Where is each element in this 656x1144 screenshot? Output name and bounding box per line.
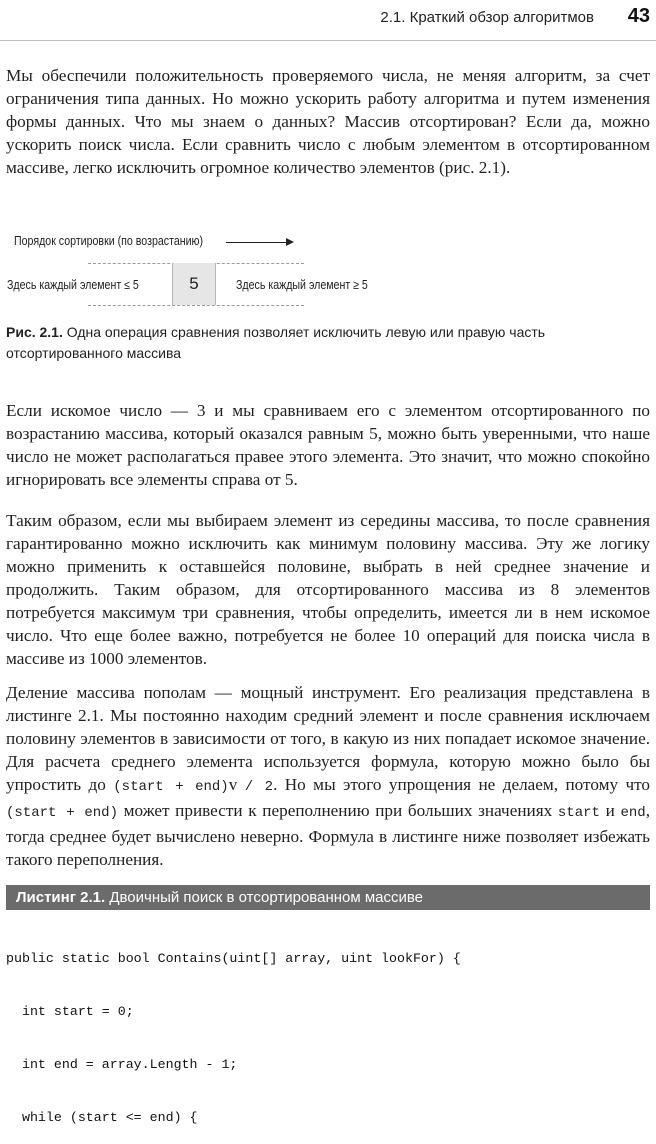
figure-caption	[6, 322, 566, 364]
paragraph-3: Таким образом, если мы выбираем элемент из середины массива, то после сравнения гарантированно можно исключить как минимум половину массива. Эту же логику можно применить к оставшейся половине, выбрать в ней среднее значение и продолжить. Таким образом, для отсортированного массива из 8 элементов потребуется максимум три сравнения, чтобы определить, имеется ли в нем искомое число. Что еще более важно, потребуется не более 10 операций для поиска числа в массиве из 1000 элементов.	[6, 511, 650, 668]
listing-label: Листинг 2.1.	[16, 889, 106, 906]
sort-order-label: Порядок сортировки (по возрастанию)	[14, 234, 204, 248]
code-inline: (start + end)	[6, 805, 118, 821]
text-run: и	[599, 801, 621, 820]
caption-label: Рис. 2.1.	[6, 324, 63, 340]
page-number: 43	[627, 5, 650, 27]
code-inline: end	[620, 805, 646, 821]
listing-title-bar	[6, 885, 650, 910]
arrow-right-icon	[226, 242, 292, 243]
text-run: Деление массива пополам — мощный инструмент. Его реализация представлена в листинге 2.1. Мы постоянно находим средний элемент и после сравнения исключаем половину элементов в зависимости от того, в какую из них попадает искомое значение. Для расчета среднего элемента используется формула, которую можно было бы упростить до	[6, 683, 650, 794]
code-inline: / 2	[244, 779, 274, 795]
caption-text: Одна операция сравнения позволяет исключить левую или правую часть отсортированного массива	[6, 324, 546, 361]
arrowhead-icon	[286, 238, 294, 246]
code-line: public static bool Contains(uint[] array, uint lookFor) {	[6, 951, 461, 967]
listing-title: Двоичный поиск в отсортированном массиве	[105, 889, 424, 906]
code-line: int end = array.Length - 1;	[6, 1056, 238, 1072]
text-run: может привести к переполнению при больших значениях	[117, 801, 558, 820]
paragraph-2: Если искомое число — 3 и мы сравниваем его с элементом отсортированного по возрастанию массива, который оказался равным 5, можно быть уверенными, что наше число не может располагаться правее этого элемента. Это значит, что можно спокойно игнорировать все элементы справа от 5.	[6, 401, 650, 489]
figure-2-1	[0, 228, 656, 318]
code-inline: (start + end)	[113, 779, 229, 795]
left-part-label: Здесь каждый элемент ≤ 5	[7, 278, 139, 292]
text-run: , тогда среднее будет вычислено неверно. Формула в листинге ниже позволяет избежать такого переполнения.	[6, 801, 650, 869]
array-bottom-border	[88, 305, 304, 306]
text-run: v	[228, 775, 245, 794]
running-title: 2.1. Краткий обзор алгоритмов	[380, 9, 594, 26]
text-run: . Но мы этого упрощения не делаем, потому что	[273, 775, 651, 794]
paragraph-1: Мы обеспечили положительность проверяемого числа, не меняя алгоритм, за счет ограничения типа данных. Но можно ускорить работу алгоритма и путем изменения формы данных. Что мы знаем о данных? Массив отсортирован? Если да, можно ускорить поиск числа. Если сравнить число с любым элементом в отсортированном массиве, легко исключить огромное количество элементов (рис. 2.1).	[6, 66, 650, 177]
code-line: int start = 0;	[6, 1003, 134, 1019]
code-line: while (start <= end) {	[6, 1109, 198, 1125]
code-listing	[6, 915, 650, 1144]
paragraph-4	[6, 681, 650, 871]
code-inline: start	[557, 805, 600, 821]
right-part-label: Здесь каждый элемент ≥ 5	[236, 278, 368, 292]
page-header	[0, 0, 656, 41]
array-cell: 5	[172, 263, 216, 305]
